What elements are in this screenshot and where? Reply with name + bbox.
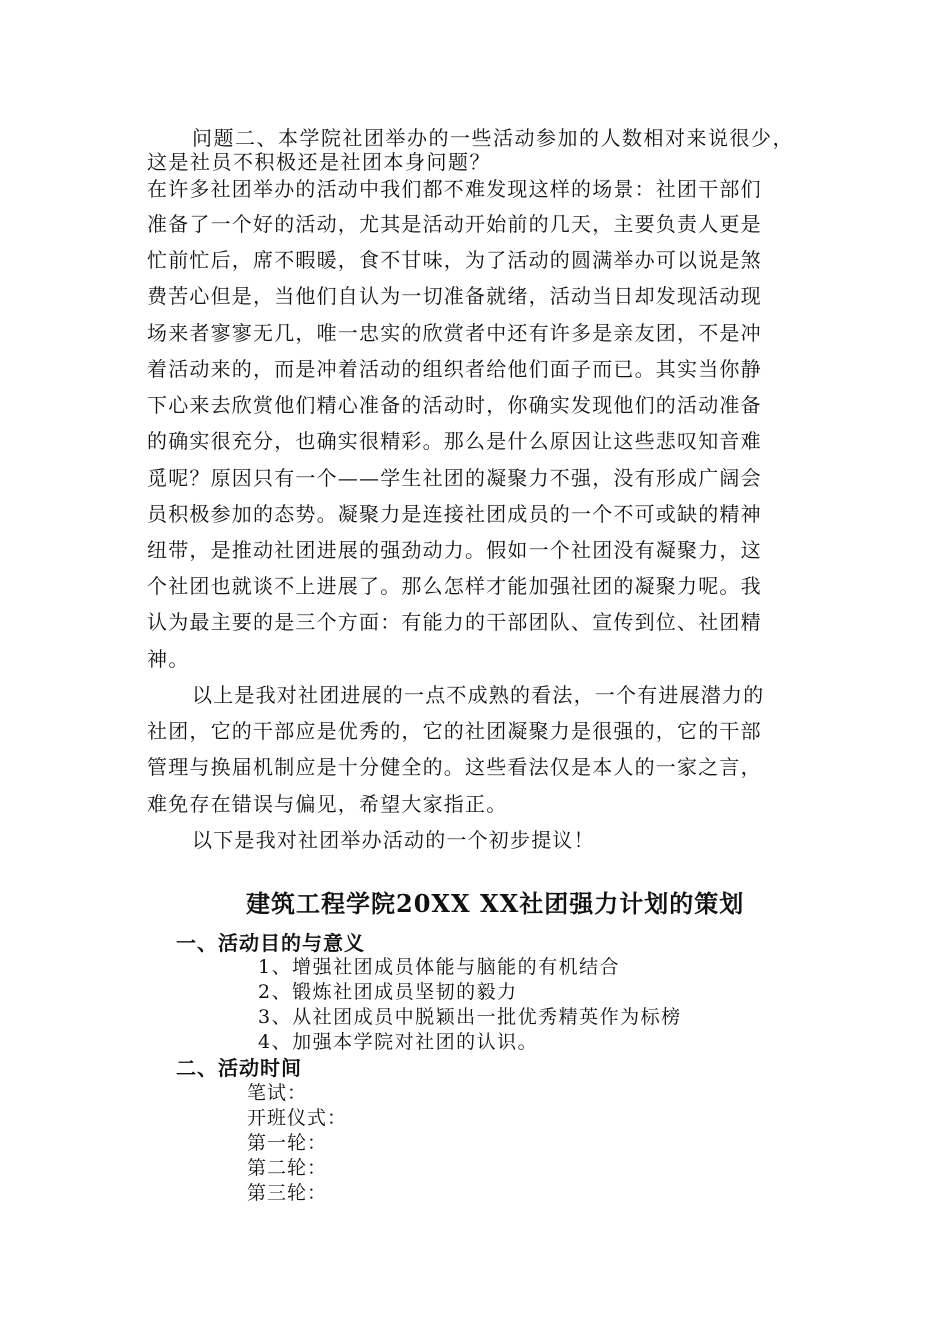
paragraph-line: 纽带，是推动社团进展的强劲动力。假如一个社团没有凝聚力，这	[147, 538, 762, 562]
list-item: 4、加强本学院对社团的认识。	[258, 1031, 539, 1053]
paragraph-line: 难免存在错误与偏见，希望大家指正。	[147, 792, 508, 816]
time-item: 第三轮：	[247, 1182, 328, 1204]
question-line-2: 这是社员不积极还是社团本身问题？	[147, 150, 491, 174]
time-item: 第一轮：	[247, 1132, 328, 1154]
time-item: 笔试：	[247, 1082, 308, 1104]
paragraph-3: 以下是我对社团举办活动的一个初步提议！	[192, 828, 595, 852]
paragraph-line: 觅呢？原因只有一个——学生社团的凝聚力不强，没有形成广阔会	[147, 466, 762, 490]
paragraph-line: 员积极参加的态势。凝聚力是连接社团成员的一个不可或缺的精神	[147, 502, 762, 526]
section-heading-purpose: 一、活动目的与意义	[176, 931, 365, 955]
section-heading-time: 二、活动时间	[176, 1056, 302, 1080]
time-item: 第二轮：	[247, 1157, 328, 1179]
paragraph-line: 在许多社团举办的活动中我们都不难发现这样的场景：社团干部们	[147, 177, 762, 201]
paragraph-line: 费苦心但是，当他们自认为一切准备就绪，活动当日却发现活动现	[147, 284, 762, 308]
paragraph-line: 准备了一个好的活动，尤其是活动开始前的几天，主要负责人更是	[147, 212, 762, 236]
paragraph-line: 认为最主要的是三个方面：有能力的干部团队、宣传到位、社团精	[147, 610, 762, 634]
paragraph-line: 下心来去欣赏他们精心准备的活动时，你确实发现他们的活动准备	[147, 393, 762, 417]
question-line-1: 问题二、本学院社团举办的一些活动参加的人数相对来说很少，	[192, 126, 794, 150]
paragraph-line: 社团，它的干部应是优秀的，它的社团凝聚力是很强的，它的干部	[147, 719, 762, 743]
plan-title: 建筑工程学院20XX XX社团强力计划的策划	[246, 889, 745, 918]
paragraph-line: 管理与换届机制应是十分健全的。这些看法仅是本人的一家之言，	[147, 755, 762, 779]
paragraph-line: 的确实很充分，也确实很精彩。那么是什么原因让这些悲叹知音难	[147, 429, 762, 453]
list-item: 3、从社团成员中脱颖出一批优秀精英作为标榜	[258, 1006, 682, 1028]
paragraph-line: 忙前忙后，席不暇暖，食不甘味，为了活动的圆满举办可以说是煞	[147, 248, 762, 272]
paragraph-line: 着活动来的，而是冲着活动的组织者给他们面子而已。其实当你静	[147, 357, 762, 381]
paragraph-line: 以上是我对社团进展的一点不成熟的看法，一个有进展潜力的	[192, 683, 765, 707]
list-item: 2、锻炼社团成员坚韧的毅力	[258, 981, 518, 1003]
paragraph-line: 神。	[147, 647, 190, 671]
paragraph-line: 个社团也就谈不上进展了。那么怎样才能加强社团的凝聚力呢。我	[147, 574, 762, 598]
time-item: 开班仪式：	[247, 1107, 348, 1129]
list-item: 1、增强社团成员体能与脑能的有机结合	[258, 956, 621, 978]
paragraph-line: 场来者寥寥无几，唯一忠实的欣赏者中还有许多是亲友团，不是冲	[147, 321, 762, 345]
